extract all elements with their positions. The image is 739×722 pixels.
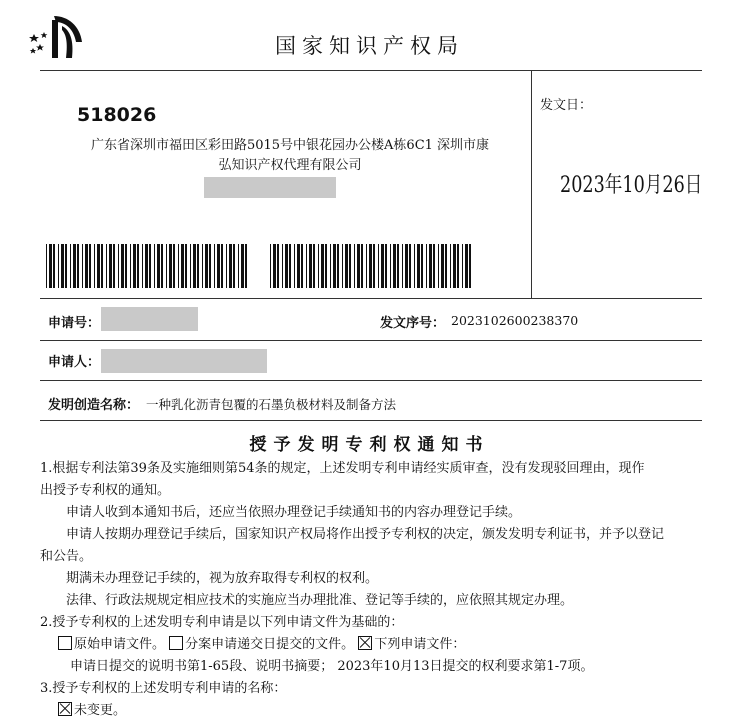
para-3a: 申请人按期办理登记手续后，国家知识产权局将作出授予专利权的决定，颁发发明专利证书，并予以登记 (66, 527, 665, 542)
para-2: 申请人收到本通知书后，还应当依照办理登记手续通知书的内容办理登记手续。 (66, 505, 522, 520)
dispatch-date: 2023年10月26日 (560, 173, 703, 198)
para-4: 期满未办理登记手续的，视为放弃取得专利权的权利。 (66, 571, 379, 586)
opt-original-label: 原始申请文件。 (74, 637, 166, 652)
barcode-left (46, 244, 252, 288)
dispatch-date-label: 发文日： (540, 98, 593, 113)
redacted-recipient (204, 177, 336, 198)
applicant-label: 申请人： (48, 355, 101, 370)
postcode: 518026 (77, 104, 157, 126)
invention-name-label: 发明创造名称： (48, 398, 140, 413)
barcode-right (270, 244, 472, 288)
notice-body (40, 458, 708, 722)
docs-detail: 申请日提交的说明书第1-65段、说明书摘要； 2023年10月13日提交的权利要求第1-7项。 (70, 659, 594, 674)
dispatch-serial-label: 发文序号： (380, 316, 446, 331)
para-5: 法律、行政法规规定相应技术的实施应当办理批准、登记等手续的，应依照其规定办理。 (66, 593, 574, 608)
invention-name: 一种乳化沥青包覆的石墨负极材料及制备方法 (146, 397, 397, 412)
rule-3 (40, 380, 702, 381)
checkbox-original-unchecked (58, 636, 72, 650)
section-3: 3.授予专利权的上述发明专利申请的名称： (40, 681, 287, 696)
recipient-address (60, 136, 520, 176)
section-2: 2.授予专利权的上述发明专利申请是以下列申请文件为基础的： (40, 615, 404, 630)
para-1a: 1.根据专利法第39条及实施细则第54条的规定，上述发明专利申请经实质审查，没有发现驳回理由，现作 (40, 461, 645, 476)
office-name: 国家知识产权局 (275, 34, 464, 58)
opt-divisional-label: 分案申请递交日提交的文件。 (185, 637, 355, 652)
checkbox-following-checked (358, 636, 372, 650)
address-line-2: 弘知识产权代理有限公司 (218, 158, 362, 173)
redacted-application-no (101, 307, 198, 331)
redacted-applicant (101, 349, 267, 373)
rule-2 (40, 340, 702, 341)
opt-unchanged-label: 未变更。 (74, 703, 127, 718)
para-1b: 出授予专利权的通知。 (40, 483, 171, 498)
address-line-1: 广东省深圳市福田区彩田路5015号中银花园办公楼A栋6C1 深圳市康 (90, 138, 490, 153)
checkbox-divisional-unchecked (169, 636, 183, 650)
rule-4 (40, 420, 702, 421)
header-divider (531, 70, 532, 298)
basis-options (40, 634, 708, 656)
notice-title: 授予发明专利权通知书 (249, 435, 490, 455)
checkbox-unchanged-checked (58, 702, 72, 716)
rule-1 (40, 298, 702, 299)
para-3b: 和公告。 (40, 549, 93, 564)
dispatch-serial: 2023102600238370 (451, 313, 579, 328)
top-rule (40, 70, 702, 71)
name-options (40, 700, 708, 722)
opt-following-label: 下列申请文件： (374, 637, 466, 652)
application-no-label: 申请号： (48, 316, 101, 331)
